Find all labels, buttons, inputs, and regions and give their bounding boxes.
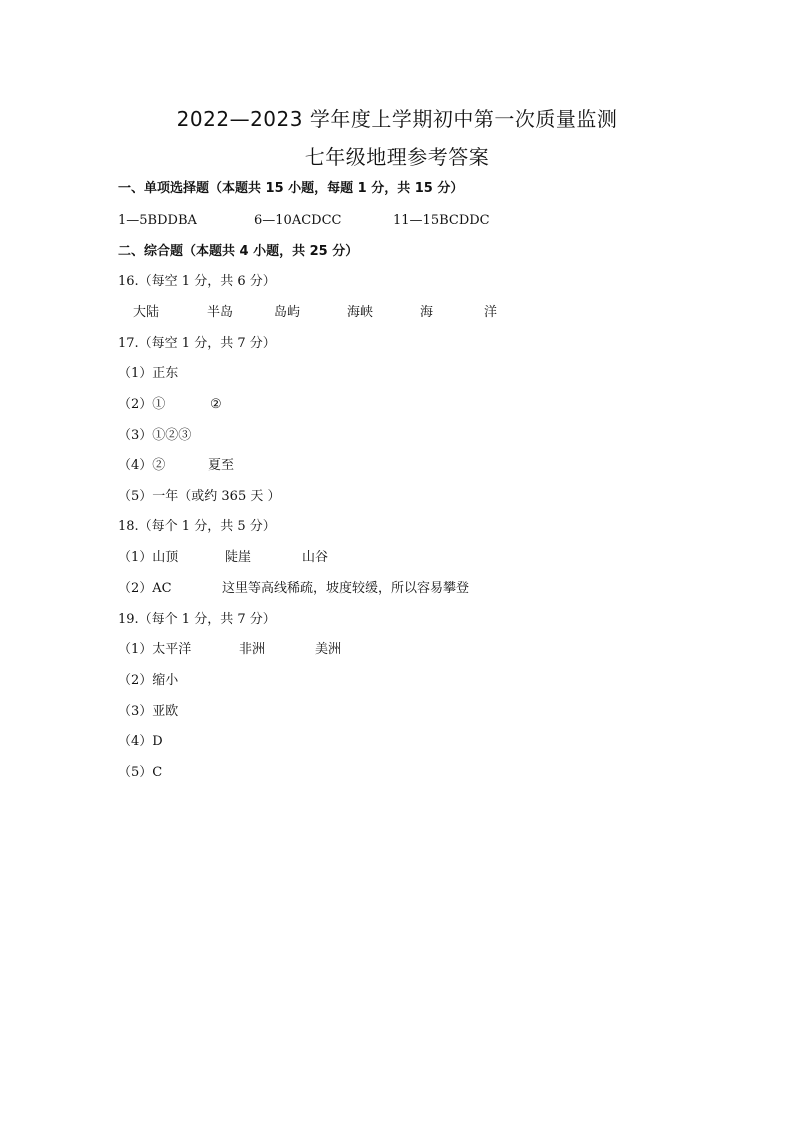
q18-label: 18.（每个 1 分，共 5 分）: [118, 519, 276, 534]
page-title: 2022—2023 学年度上学期初中第一次质量监测: [176, 107, 618, 131]
q19-part1-a: （1）太平洋: [118, 642, 192, 657]
q19-part2: （2）缩小: [118, 673, 179, 688]
q19-part3: （3）亚欧: [118, 704, 179, 719]
page-subtitle: 七年级地理参考答案: [304, 145, 490, 169]
q18-part1-b: 陡崖: [225, 550, 252, 565]
q17-part3: （3）①②③: [118, 428, 192, 443]
q18-part2-b: 这里等高线稀疏，坡度较缓，所以容易攀登: [222, 581, 470, 596]
q17-part4-a: （4）②: [118, 458, 166, 473]
q19-part1-b: 非洲: [239, 642, 266, 657]
answer-group-3: 11—15BCDDC: [393, 213, 490, 228]
q17-label: 17.（每空 1 分，共 7 分）: [118, 336, 276, 351]
section2-heading: 二、综合题（本题共 4 小题，共 25 分）: [118, 244, 359, 259]
answer-group-2: 6—10ACDCC: [254, 213, 342, 228]
q19-part1-c: 美洲: [315, 642, 342, 657]
q17-part4-b: 夏至: [208, 458, 235, 473]
q16-answer: 洋: [484, 305, 498, 320]
answer-group-1: 1—5BDDBA: [118, 213, 197, 228]
q16-answer: 岛屿: [274, 305, 301, 320]
section1-heading: 一、单项选择题（本题共 15 小题，每题 1 分，共 15 分）: [118, 181, 464, 196]
q18-part1-c: 山谷: [302, 550, 329, 565]
q16-answer: 海峡: [347, 305, 374, 320]
q19-label: 19.（每个 1 分，共 7 分）: [118, 612, 276, 627]
q16-answer: 海: [420, 305, 434, 320]
q17-part5: （5）一年（或约 365 天 ）: [118, 489, 281, 504]
q19-part5: （5）C: [118, 765, 163, 780]
q18-part1-a: （1）山顶: [118, 550, 179, 565]
q16-label: 16.（每空 1 分，共 6 分）: [118, 274, 276, 289]
q17-part2-a: （2）①: [118, 397, 166, 412]
q19-part4: （4）D: [118, 734, 163, 749]
q16-answer: 半岛: [207, 305, 234, 320]
q16-answer: 大陆: [133, 305, 160, 320]
q17-part1: （1）正东: [118, 366, 179, 381]
q17-part2-b: ②: [210, 397, 222, 412]
q18-part2-a: （2）AC: [118, 581, 172, 596]
